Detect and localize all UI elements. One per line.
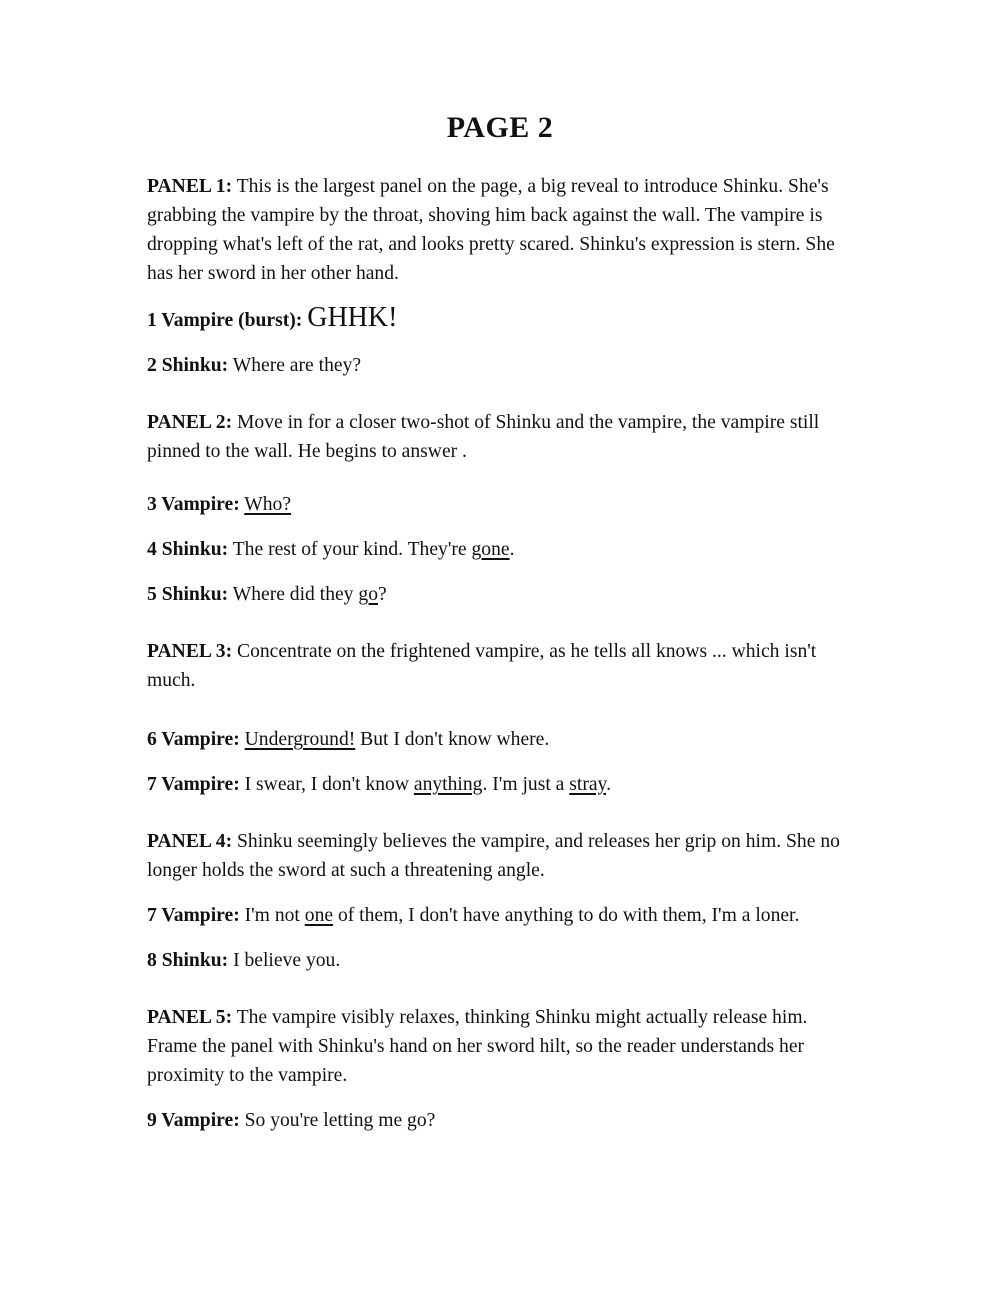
- speaker-label: 4 Shinku:: [147, 539, 229, 560]
- body-text: Concentrate on the frightened vampire, as he tells all knows ... which isn't much.: [147, 641, 817, 691]
- dialogue-line: [147, 770, 853, 799]
- speaker-label: 7 Vampire:: [147, 905, 240, 926]
- body-text: Shinku seemingly believes the vampire, and releases her grip on him. She no longer holds the sword at such a threatening angle.: [147, 831, 840, 881]
- dialogue-line: [147, 725, 853, 754]
- panel-description: [147, 172, 853, 288]
- underlined-emphasis-text: anything: [413, 774, 483, 795]
- body-text: So you're letting me go?: [244, 1110, 436, 1131]
- panel-description: [147, 1003, 853, 1090]
- panel-label: PANEL 5:: [147, 1007, 233, 1028]
- body-text: Where are they?: [232, 355, 362, 376]
- body-text: .: [509, 539, 515, 560]
- burst-sfx-text: GHHK!: [307, 302, 398, 333]
- speaker-label: 9 Vampire:: [147, 1110, 240, 1131]
- dialogue-line: [147, 304, 853, 335]
- underlined-emphasis-text: gone: [471, 539, 510, 560]
- panel-label: PANEL 1:: [147, 176, 233, 197]
- body-text: I believe you.: [233, 950, 341, 971]
- underlined-emphasis-text: Underground!: [244, 729, 356, 750]
- underlined-emphasis-text: go: [358, 584, 378, 605]
- panel-label: PANEL 2:: [147, 412, 233, 433]
- body-text: The rest of your kind. They're: [232, 539, 472, 560]
- body-text: ?: [377, 584, 387, 605]
- speaker-label: 5 Shinku:: [147, 584, 229, 605]
- speaker-label: 3 Vampire:: [147, 494, 240, 515]
- body-text: I swear, I don't know: [244, 774, 414, 795]
- underlined-emphasis-text: stray: [569, 774, 607, 795]
- panel-label: PANEL 3:: [147, 641, 233, 662]
- underlined-emphasis-text: one: [304, 905, 334, 926]
- speaker-label: 8 Shinku:: [147, 950, 229, 971]
- dialogue-line: [147, 1106, 853, 1135]
- dialogue-line: [147, 490, 853, 519]
- dialogue-line: [147, 351, 853, 380]
- body-text: of them, I don't have anything to do with them, I'm a loner.: [333, 905, 800, 926]
- body-text: .: [606, 774, 611, 795]
- script-body: [147, 172, 853, 1135]
- dialogue-line: [147, 901, 853, 930]
- speaker-label: 2 Shinku:: [147, 355, 229, 376]
- dialogue-line: [147, 946, 853, 975]
- speaker-label: 1 Vampire (burst):: [147, 310, 303, 331]
- dialogue-line: [147, 535, 853, 564]
- body-text: The vampire visibly relaxes, thinking Shinku might actually release him. Frame the panel with Shinku's hand on her sword hilt, so the reader understands her proximity to the vampire.: [147, 1007, 808, 1086]
- panel-description: [147, 637, 853, 695]
- speaker-label: 7 Vampire:: [147, 774, 240, 795]
- speaker-label: 6 Vampire:: [147, 729, 240, 750]
- panel-description: [147, 827, 853, 885]
- dialogue-line: [147, 580, 853, 609]
- body-text: But I don't know where.: [355, 729, 550, 750]
- body-text: I'm not: [244, 905, 305, 926]
- body-text: This is the largest panel on the page, a big reveal to introduce Shinku. She's grabbing the vampire by the throat, shoving him back against the wall. The vampire is dropping what's left of the rat, and looks pretty scared. Shinku's expression is stern. She has her sword in her other hand.: [147, 176, 835, 284]
- body-text: . I'm just a: [482, 774, 570, 795]
- body-text: Where did they: [232, 584, 359, 605]
- underlined-emphasis-text: Who?: [244, 494, 292, 515]
- page-title: PAGE 2: [446, 111, 554, 144]
- panel-description: [147, 408, 853, 466]
- body-text: Move in for a closer two-shot of Shinku and the vampire, the vampire still pinned to the wall. He begins to answer .: [147, 412, 820, 462]
- panel-label: PANEL 4:: [147, 831, 233, 852]
